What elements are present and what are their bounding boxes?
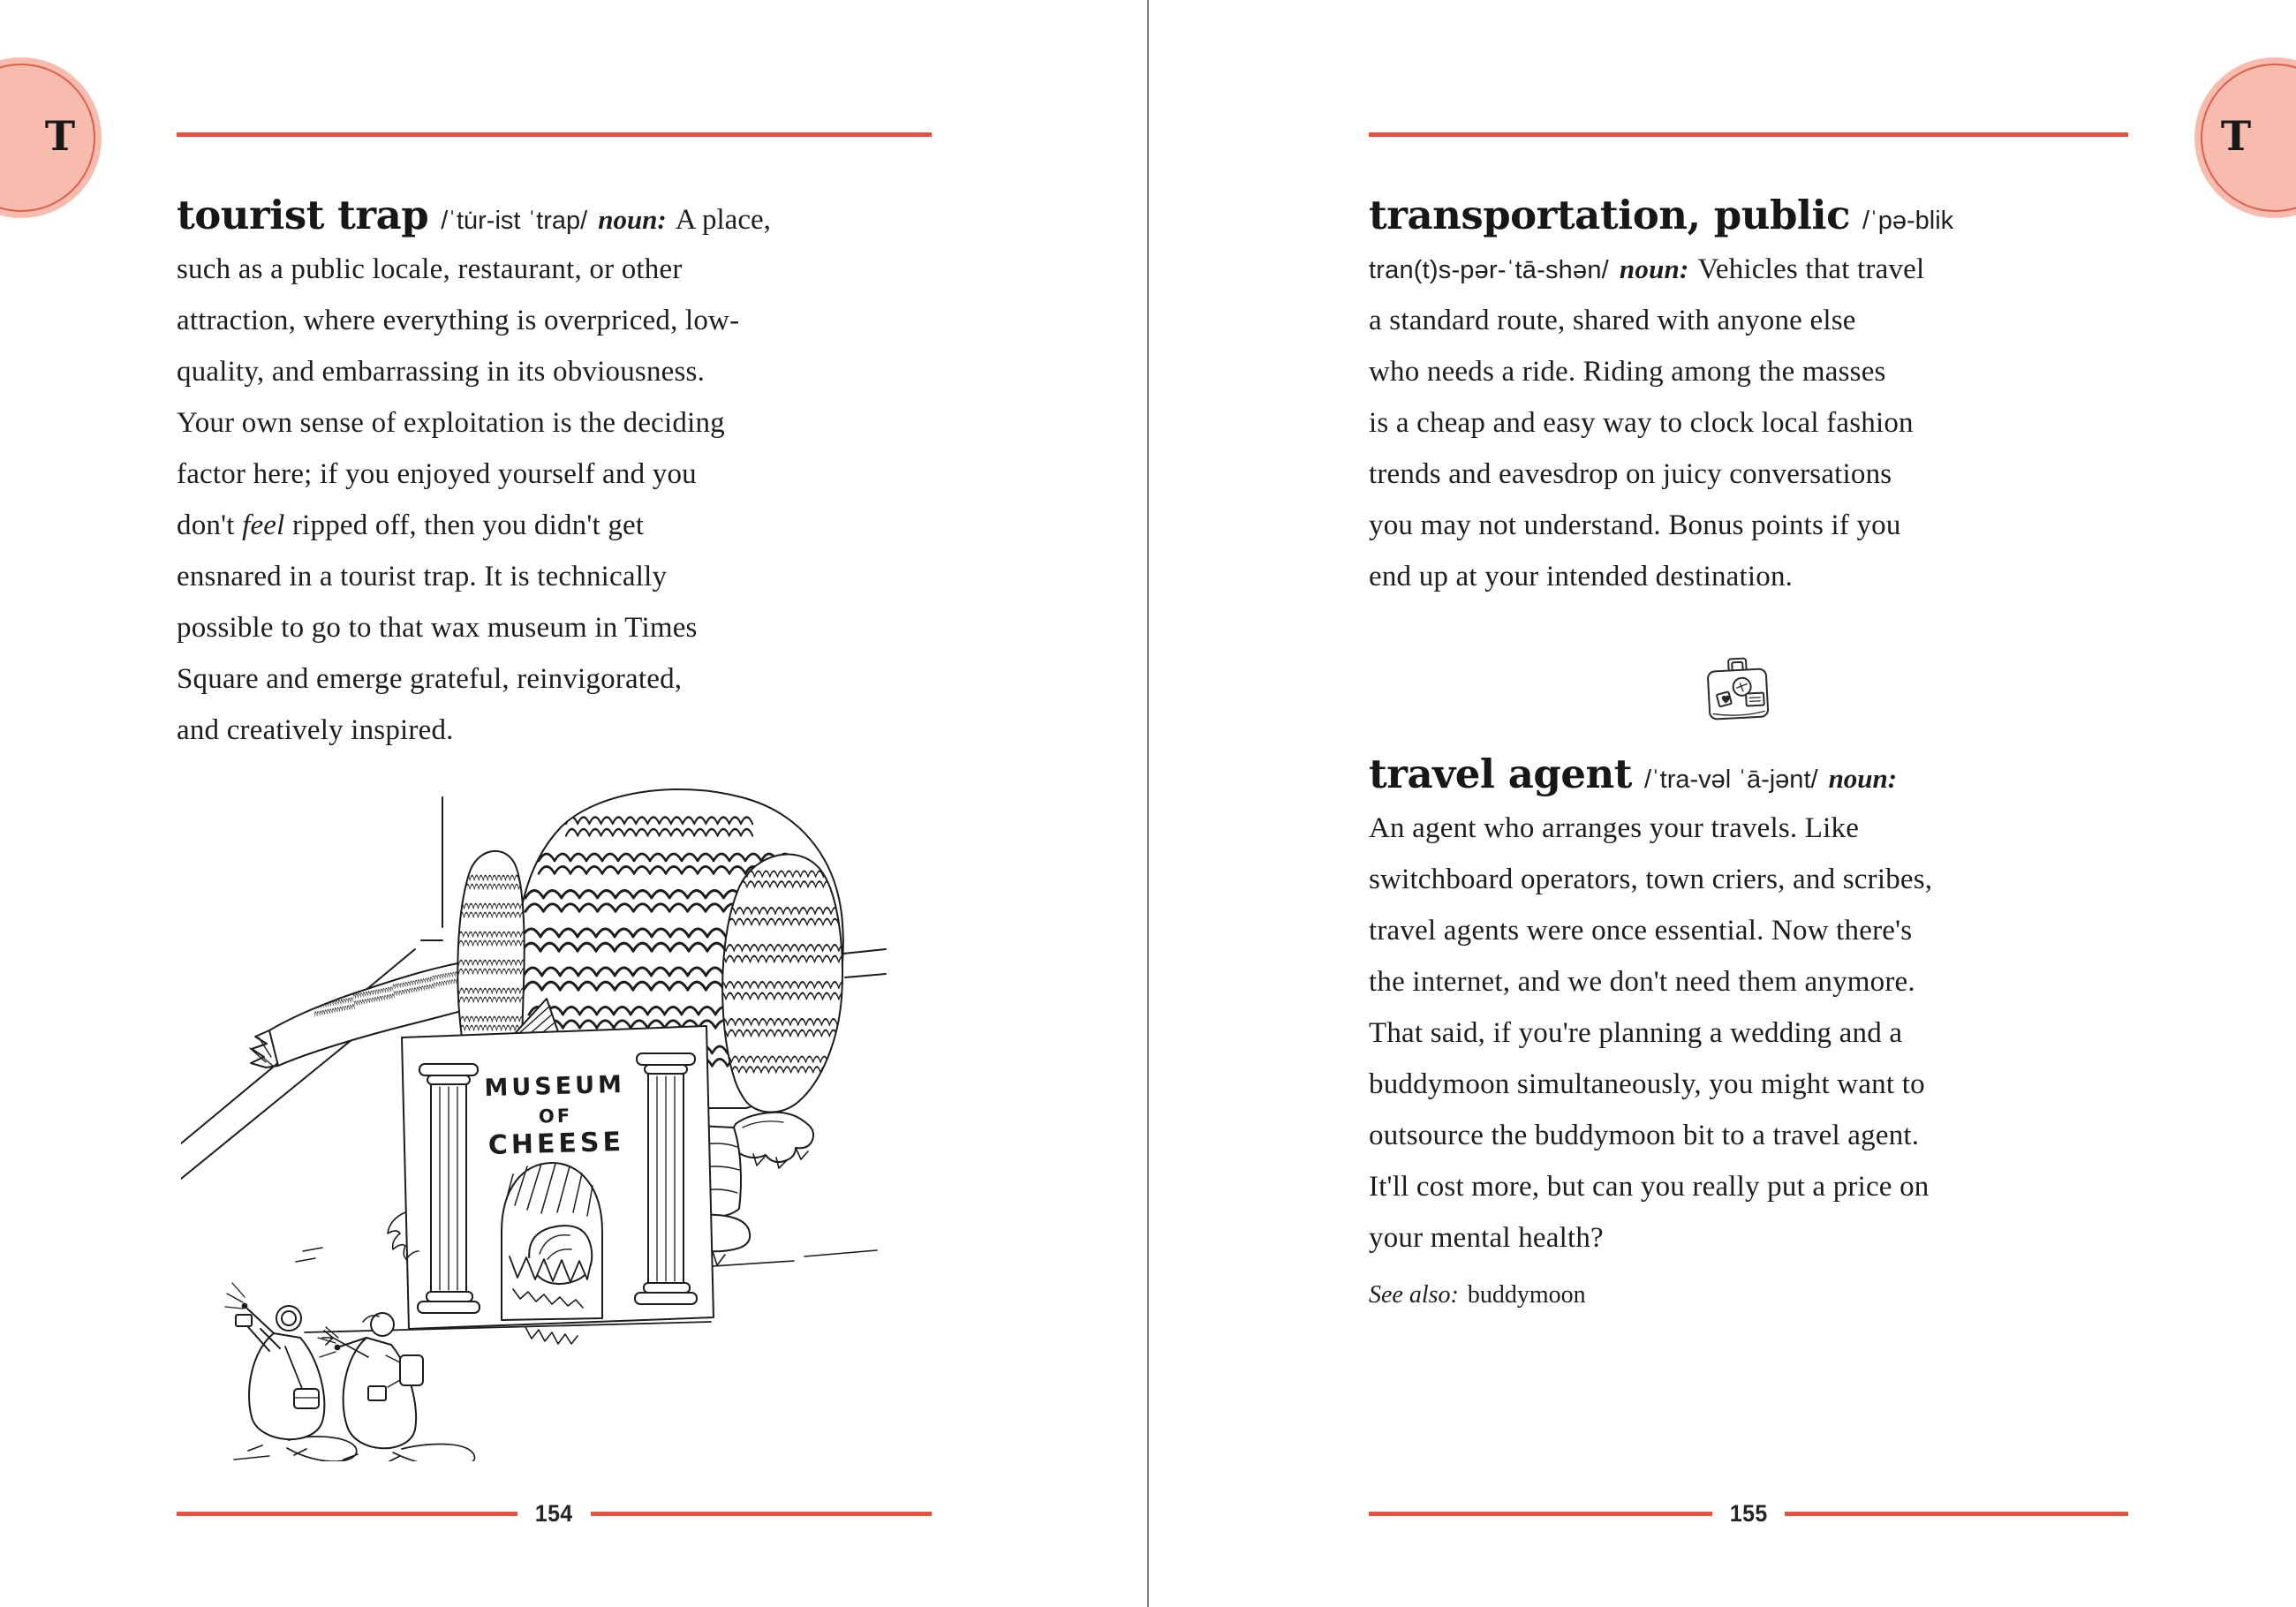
entry-pronunciation: tran(t)s-pər-ˈtā-shən/: [1369, 256, 1609, 284]
definition-line: and creatively inspired.: [177, 714, 454, 746]
entry-headline: [1369, 746, 2146, 803]
entry-pronunciation: /ˈpə-blik: [1862, 207, 1954, 235]
entry-travel-agent: [1369, 746, 2146, 1313]
definition-line: you may not understand. Bonus points if you: [1369, 509, 1901, 541]
footer-left-page: [177, 1499, 932, 1528]
definition-line: quality, and embarrassing in its obviousness.: [177, 356, 706, 388]
alpha-tab-letter: T: [44, 111, 76, 160]
definition-line: end up at your intended destination.: [1369, 561, 1794, 592]
museum-sign-line2: OF: [538, 1105, 573, 1128]
definition-line: attraction, where everything is overpriced, low-: [177, 305, 740, 336]
museum-sign-line1: MUSEUM: [484, 1070, 626, 1103]
entry-headline: [177, 187, 945, 244]
top-rule-right-page: [1369, 132, 2128, 137]
entry-pronunciation: /ˈtra-vəl ˈā-jənt/: [1643, 766, 1818, 794]
definition-line: An agent who arranges your travels. Like: [1369, 812, 1860, 844]
see-also-label: See also:: [1369, 1281, 1459, 1309]
definition-line: factor here; if you enjoyed yourself and you: [177, 458, 697, 490]
footer-right-page: [1369, 1499, 2128, 1528]
definition-line: That said, if you're planning a wedding and a: [1369, 1017, 1903, 1049]
definition-line: Square and emerge grateful, reinvigorated,: [177, 663, 683, 695]
entry-headword: transportation, public: [1369, 192, 1851, 238]
definition-line: trends and eavesdrop on juicy conversations: [1369, 458, 1892, 490]
see-also-note: [1369, 1278, 2146, 1313]
cat-museum-illustration: [181, 773, 887, 1461]
definition-text: don't: [177, 509, 243, 541]
page-gutter-divider: [1147, 0, 1149, 1607]
definition-line: switchboard operators, town criers, and scribes,: [1369, 864, 1933, 895]
definition-line: ensnared in a tourist trap. It is technically: [177, 561, 668, 592]
definition-line: A place,: [675, 204, 771, 236]
definition-text: ripped off, then you didn't get: [284, 509, 645, 541]
definition-line: outsource the buddymoon bit to a travel agent.: [1369, 1120, 1920, 1151]
definition-line: Your own sense of exploitation is the deciding: [177, 407, 725, 439]
top-rule-left-page: [177, 132, 932, 137]
alpha-tab-letter: T: [2220, 111, 2252, 160]
footer-rule: [591, 1512, 932, 1516]
footer-rule: [1369, 1512, 1712, 1516]
definition-line: It'll cost more, but can you really put a price on: [1369, 1171, 1930, 1203]
alpha-tab-left: [0, 57, 102, 218]
definition-line: such as a public locale, restaurant, or other: [177, 253, 683, 285]
definition-line: the internet, and we don't need them anymore.: [1369, 966, 1915, 998]
definition-text: Vehicles that travel: [1697, 253, 1925, 285]
definition-line: travel agents were once essential. Now there's: [1369, 915, 1913, 947]
definition-line: [1369, 244, 2146, 295]
definition-text-italic: feel: [242, 509, 285, 541]
definition-line: who needs a ride. Riding among the masses: [1369, 356, 1886, 388]
museum-sign-line3: CHEESE: [487, 1127, 625, 1162]
entry-headword: travel agent: [1369, 751, 1632, 797]
definition-line: a standard route, shared with anyone else: [1369, 305, 1856, 336]
part-of-speech-label: noun:: [1828, 763, 1898, 794]
entry-transportation-public: [1369, 187, 2146, 602]
see-also-term: buddymoon: [1467, 1281, 1586, 1309]
part-of-speech-label: noun:: [598, 204, 667, 235]
definition-line: is a cheap and easy way to clock local fashion: [1369, 407, 1914, 439]
page-number: 154: [535, 1499, 573, 1527]
page-number: 155: [1729, 1499, 1768, 1527]
definition-line: your mental health?: [1369, 1222, 1604, 1254]
definition-line: [177, 500, 945, 551]
entry-tourist-trap: [177, 187, 945, 756]
definition-line: buddymoon simultaneously, you might want to: [1369, 1068, 1925, 1100]
footer-rule: [1785, 1512, 2128, 1516]
entry-headline: [1369, 187, 2146, 244]
mouse-photographer: [225, 1283, 357, 1461]
part-of-speech-label: noun:: [1619, 253, 1689, 284]
definition-line: possible to go to that wax museum in Times: [177, 612, 698, 644]
entry-headword: tourist trap: [177, 192, 429, 238]
alpha-tab-right: [2194, 57, 2296, 218]
suitcase-icon: [1697, 647, 1781, 731]
entry-pronunciation: /ˈtu̇r-ist ˈtrap/: [441, 207, 588, 235]
footer-rule: [177, 1512, 517, 1516]
